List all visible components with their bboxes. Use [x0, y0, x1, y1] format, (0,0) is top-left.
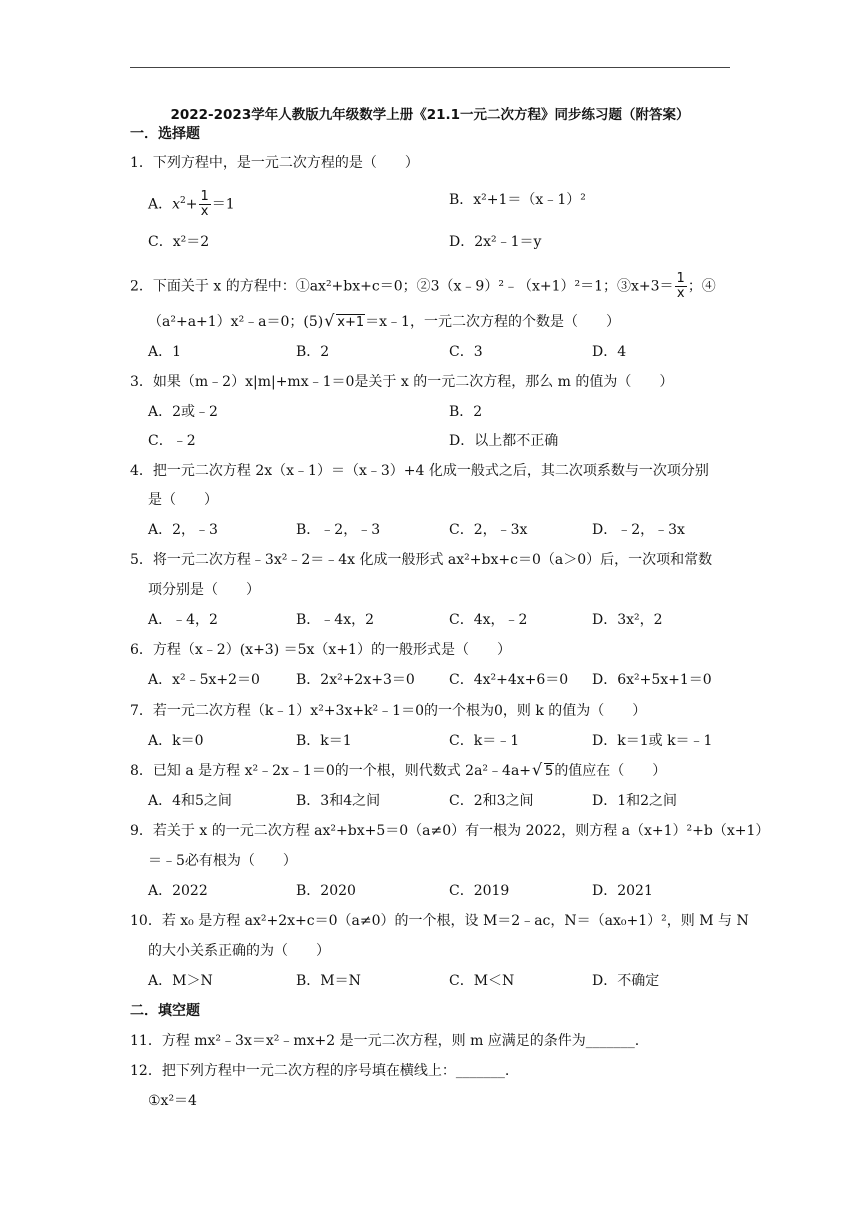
fraction-numerator: 1	[200, 189, 209, 204]
question-10-line-1: 10．若 x₀ 是方程 ax²+2x+c＝0（a≠0）的一个根，设 M＝2﹣ac，N＝（ax₀+1）²，则 M 与 N	[130, 913, 749, 929]
q1-option-c: C．x²＝2	[148, 234, 210, 250]
question-5-line-1: 5．将一元二次方程﹣3x²﹣2＝﹣4x 化成一般形式 ax²+bx+c＝0（a＞0）后，一次项和常数	[130, 552, 713, 568]
q8-stem-text: 8．已知 a 是方程 x²﹣2x﹣1＝0的一个根，则代数式 2a²﹣4a+	[130, 763, 532, 779]
sqrt-sign	[324, 313, 365, 333]
q7-option-d: D．k＝1或 k＝﹣1	[592, 733, 713, 749]
question-6-stem: 6．方程（x﹣2）(x+3) ＝5x（x+1）的一般形式是（ ）	[130, 642, 511, 658]
q10-option-d: D．不确定	[592, 973, 660, 989]
question-3-stem: 3．如果（m﹣2）x|m|+mx﹣1＝0是关于 x 的一元二次方程，那么 m 的值为（ ）	[130, 374, 674, 390]
q2-option-b: B．2	[296, 344, 330, 360]
q3-option-c: C．﹣2	[148, 433, 196, 449]
fraction-denominator: x	[200, 204, 209, 219]
q7-option-b: B．k＝1	[296, 733, 352, 749]
q2-line1-text: 2．下面关于 x 的方程中：①ax²+bx+c＝0；②3（x﹣9）²﹣（x+1）²＝1；③x+3＝	[130, 278, 674, 295]
q5-option-c: C．4x，﹣2	[449, 612, 528, 628]
fraction-denominator: x	[676, 286, 685, 301]
sqrt-radicand: x+1	[337, 315, 365, 330]
q1-option-b: B．x²+1＝（x﹣1）²	[449, 192, 586, 208]
question-2-line-1	[130, 272, 716, 301]
q10-option-a: A．M＞N	[148, 973, 213, 989]
q6-option-d: D．6x²+5x+1＝0	[592, 672, 712, 688]
question-11-stem: 11．方程 mx²﹣3x＝x²﹣mx+2 是一元二次方程，则 m 应满足的条件为_______.	[130, 1033, 640, 1049]
question-4-line-1: 4．把一元二次方程 2x（x﹣1）＝（x﹣3）+4 化成一般式之后，其二次项系数与一次项分别	[130, 463, 709, 479]
q9-option-b: B．2020	[296, 883, 356, 899]
page-title: 2022-2023学年人教版九年级数学上册《21.1一元二次方程》同步练习题（附答案）	[170, 107, 690, 123]
question-10-line-2: 的大小关系正确的为（ ）	[148, 943, 330, 959]
q4-option-a: A．2，﹣3	[148, 522, 218, 538]
q1-option-a: A．$x^2+$ $\frac{1}{x}$ ＝1	[148, 189, 235, 219]
q2-line2-suffix: ＝x﹣1，一元二次方程的个数是（ ）	[365, 314, 620, 330]
header-rule	[130, 67, 730, 68]
q7-option-a: A．k＝0	[148, 733, 204, 749]
q4-option-d: D．﹣2，﹣3x	[592, 522, 685, 538]
q3-option-a: A．2或﹣2	[148, 404, 218, 420]
q5-option-b: B．﹣4x，2	[296, 612, 374, 628]
question-12-stem: 12．把下列方程中一元二次方程的序号填在横线上：_______.	[130, 1063, 510, 1079]
fraction-numerator: 1	[676, 271, 685, 286]
q8-option-d: D．1和2之间	[592, 793, 678, 809]
question-4-line-2: 是（ ）	[148, 492, 218, 508]
q8-option-a: A．4和5之间	[148, 793, 232, 809]
q1-option-a-suffix: ＝1	[211, 196, 235, 213]
sqrt-sign	[532, 762, 554, 782]
q2-line1-suffix: ；④	[687, 278, 716, 295]
q9-option-a: A．2022	[148, 883, 208, 899]
sqrt-radicand: 5	[545, 764, 554, 779]
q6-option-a: A．x²﹣5x+2＝0	[148, 672, 260, 688]
question-5-line-2: 项分别是（ ）	[148, 582, 260, 598]
section-choice-heading: 一．选择题	[130, 126, 200, 142]
q10-option-c: C．M＜N	[449, 973, 515, 989]
q4-option-c: C．2，﹣3x	[449, 522, 528, 538]
q7-option-c: C．k＝﹣1	[449, 733, 520, 749]
q4-option-b: B．﹣2，﹣3	[296, 522, 381, 538]
q9-option-c: C．2019	[449, 883, 510, 899]
q3-option-b: B．2	[449, 404, 483, 420]
q5-option-d: D．3x²，2	[592, 612, 663, 628]
q3-option-d: D．以上都不正确	[449, 433, 559, 449]
q2-option-c: C．3	[449, 344, 483, 360]
q8-option-b: B．3和4之间	[296, 793, 381, 809]
question-7-stem: 7．若一元二次方程（k﹣1）x²+3x+k²﹣1＝0的一个根为0，则 k 的值为（ ）	[130, 703, 647, 719]
section-fill-heading: 二．填空题	[130, 1003, 200, 1019]
q2-option-a: A．1	[148, 344, 182, 360]
q2-line2-text: （a²+a+1）x²﹣a＝0；(5)	[148, 314, 324, 330]
q1-fraction	[199, 190, 211, 219]
q2-option-d: D．4	[592, 344, 627, 360]
q6-option-c: C．4x²+4x+6＝0	[449, 672, 569, 688]
q10-option-b: B．M＝N	[296, 973, 361, 989]
q1-option-d: D．2x²﹣1＝y	[449, 234, 542, 250]
q12-item-1: ①x²＝4	[148, 1093, 197, 1109]
question-8-stem	[130, 761, 666, 782]
question-2-line-2	[148, 312, 620, 333]
question-9-line-2: ＝﹣5必有根为（ ）	[148, 853, 297, 869]
q6-option-b: B．2x²+2x+3＝0	[296, 672, 415, 688]
q9-option-d: D．2021	[592, 883, 653, 899]
q8-stem-suffix: 的值应在（ ）	[554, 763, 667, 779]
q5-option-a: A．﹣4，2	[148, 612, 218, 628]
q1-option-a-prefix: A．	[148, 196, 173, 213]
question-1-stem: 1．下列方程中，是一元二次方程的是（ ）	[130, 155, 419, 171]
q2-fraction	[675, 272, 687, 301]
q8-option-c: C．2和3之间	[449, 793, 534, 809]
question-9-line-1: 9．若关于 x 的一元二次方程 ax²+bx+5＝0（a≠0）有一根为 2022，则方程 a（x+1）²+b（x+1）	[130, 823, 770, 839]
